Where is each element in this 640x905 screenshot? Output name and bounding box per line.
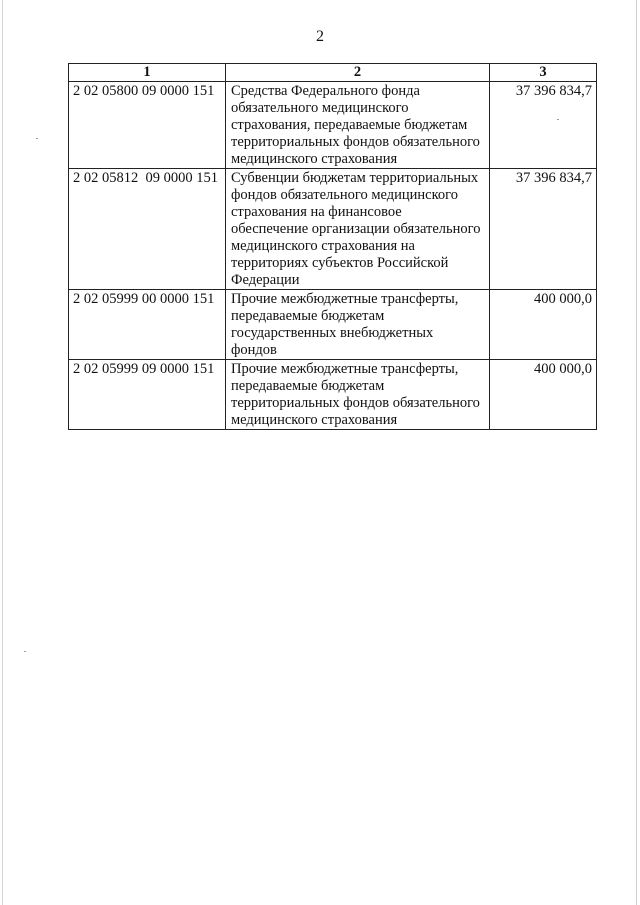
cell-amount: 400 000,0 [490,290,597,360]
description-line: Средства Федерального фонда [231,83,420,99]
scan-edge-left [2,0,3,905]
description-line: Прочие межбюджетные трансферты, [231,291,459,307]
description-line: территориях субъектов Российской [231,255,449,271]
page-number: 2 [316,28,324,45]
description-line: фондов обязательного медицинского [231,187,458,203]
cell-amount: 400 000,0 [490,360,597,430]
description-line: государственных внебюджетных [231,325,434,341]
description-line: территориальных фондов обязательного [231,395,480,411]
cell-description [226,169,490,290]
column-header-code: 1 [69,64,226,82]
description-line: страхования на финансовое [231,204,402,220]
scan-speck [24,651,26,652]
column-header-amount: 3 [490,64,597,82]
description-line: медицинского страхования [231,412,398,428]
description-line: передаваемые бюджетам [231,378,385,394]
description-line: Прочие межбюджетные трансферты, [231,361,459,377]
description-line: территориальных фондов обязательного [231,134,480,150]
description-line: обязательного медицинского [231,100,409,116]
cell-code: 2 02 05999 00 0000 151 [69,290,226,360]
cell-description [226,290,490,360]
cell-amount: 37 396 834,7 [490,169,597,290]
table-row [69,82,597,169]
table-row [69,360,597,430]
budget-table [68,63,597,430]
description-line: страхования, передаваемые бюджетам [231,117,468,133]
table-row [69,290,597,360]
cell-description [226,82,490,169]
scan-speck [36,138,38,139]
scan-edge-right [636,0,637,905]
description-line: медицинского страхования [231,151,398,167]
cell-code: 2 02 05800 09 0000 151 [69,82,226,169]
description-line: передаваемые бюджетам [231,308,385,324]
description-line: фондов [231,342,277,358]
table-row [69,169,597,290]
description-line: медицинского страхования на [231,238,415,254]
cell-code: 2 02 05812 09 0000 151 [69,169,226,290]
description-line: Федерации [231,272,300,288]
column-header-description: 2 [226,64,490,82]
table-header-row [69,64,597,82]
cell-amount: 37 396 834,7 [490,82,597,169]
cell-description [226,360,490,430]
description-line: Субвенции бюджетам территориальных [231,170,479,186]
description-line: обеспечение организации обязательного [231,221,481,237]
cell-code: 2 02 05999 09 0000 151 [69,360,226,430]
table-body [69,82,597,430]
